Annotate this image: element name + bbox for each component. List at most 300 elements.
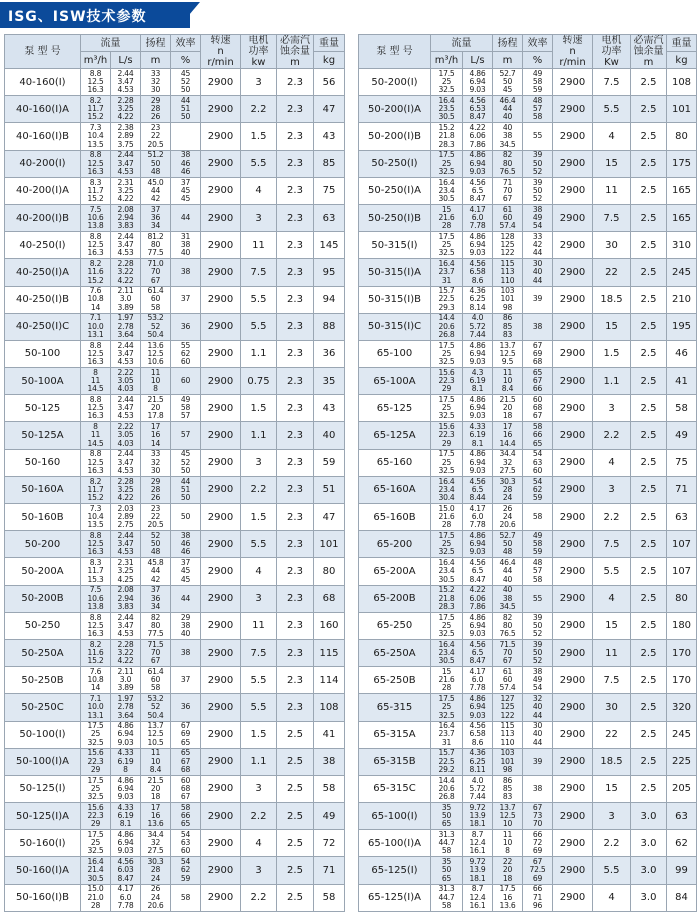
cell-model: 65-125 bbox=[359, 395, 431, 422]
cell-weight: 56 bbox=[314, 69, 345, 96]
cell-npsh: 2.5 bbox=[631, 340, 667, 367]
cell-model: 65-315B bbox=[359, 748, 431, 775]
cell-head: 61.4 60 58 bbox=[141, 286, 171, 313]
cell-efficiency: 67 69 68 bbox=[523, 340, 553, 367]
cell-weight: 101 bbox=[314, 531, 345, 558]
cell-speed: 2900 bbox=[553, 694, 593, 721]
cell-head: 11 10 8.4 bbox=[141, 748, 171, 775]
cell-power: 30 bbox=[593, 694, 631, 721]
table-row bbox=[5, 259, 345, 286]
cell-flow-m3h: 17.5 25 32.5 bbox=[431, 232, 463, 259]
cell-model: 65-160B bbox=[359, 504, 431, 531]
cell-efficiency: 54 63 60 bbox=[523, 449, 553, 476]
cell-flow-ls: 4.86 6.94 9.03 bbox=[111, 721, 141, 748]
table-row bbox=[5, 748, 345, 775]
cell-npsh: 2.3 bbox=[277, 259, 314, 286]
cell-efficiency: 66 71 96 bbox=[523, 884, 553, 911]
cell-speed: 2900 bbox=[201, 558, 241, 585]
header-power-label: 电机 功率 bbox=[601, 35, 622, 57]
cell-model: 40-160(I) bbox=[5, 69, 81, 96]
cell-power: 2.2 bbox=[241, 884, 277, 911]
table-row bbox=[359, 558, 697, 585]
table-row bbox=[359, 150, 697, 177]
table-row bbox=[359, 775, 697, 802]
header-speed bbox=[553, 35, 593, 69]
table-row bbox=[5, 884, 345, 911]
cell-efficiency: 49 58 59 bbox=[523, 69, 553, 96]
cell-speed: 2900 bbox=[553, 395, 593, 422]
cell-flow-m3h: 15.6 22.3 29 bbox=[431, 368, 463, 395]
cell-flow-ls: 2.11 3.0 3.89 bbox=[111, 286, 141, 313]
cell-head: 37 36 34 bbox=[141, 204, 171, 231]
header-flow-unit-m3h: m³/h bbox=[431, 52, 463, 69]
header-speed-label: 转速 bbox=[562, 35, 583, 46]
header-model: 泵 型 号 bbox=[5, 35, 81, 69]
cell-efficiency: 44 bbox=[171, 204, 201, 231]
cell-weight: 75 bbox=[667, 449, 697, 476]
header-power-label: 电机 功率 bbox=[248, 35, 269, 57]
cell-npsh: 2.5 bbox=[631, 558, 667, 585]
table-row bbox=[359, 204, 697, 231]
cell-flow-m3h: 16.4 23.4 30.4 bbox=[431, 476, 463, 503]
cell-model: 65-200B bbox=[359, 585, 431, 612]
spec-table-left-body bbox=[5, 69, 345, 912]
table-row bbox=[5, 232, 345, 259]
cell-power: 2.2 bbox=[593, 504, 631, 531]
table-row bbox=[359, 639, 697, 666]
cell-weight: 165 bbox=[667, 204, 697, 231]
cell-weight: 114 bbox=[314, 667, 345, 694]
cell-efficiency: 58 bbox=[171, 884, 201, 911]
cell-weight: 175 bbox=[667, 150, 697, 177]
cell-head: 40 38 34.5 bbox=[493, 585, 523, 612]
cell-flow-m3h: 31.3 44.7 58 bbox=[431, 830, 463, 857]
cell-weight: 68 bbox=[314, 585, 345, 612]
cell-head: 61 60 57.4 bbox=[493, 204, 523, 231]
cell-npsh: 2.5 bbox=[631, 313, 667, 340]
cell-power: 3 bbox=[593, 395, 631, 422]
cell-efficiency: 54 62 59 bbox=[171, 857, 201, 884]
cell-model: 65-100(I) bbox=[359, 803, 431, 830]
cell-speed: 2900 bbox=[201, 884, 241, 911]
cell-efficiency: 39 50 52 bbox=[523, 612, 553, 639]
cell-weight: 58 bbox=[314, 884, 345, 911]
cell-weight: 310 bbox=[667, 232, 697, 259]
cell-efficiency: 60 68 67 bbox=[523, 395, 553, 422]
cell-speed: 2900 bbox=[201, 340, 241, 367]
cell-power: 1.1 bbox=[241, 748, 277, 775]
cell-weight: 170 bbox=[667, 667, 697, 694]
cell-flow-m3h: 8.8 12.5 16.3 bbox=[81, 232, 111, 259]
header-flow: 流量 bbox=[431, 35, 493, 52]
cell-head: 52 50 48 bbox=[141, 531, 171, 558]
cell-efficiency: 55 bbox=[523, 585, 553, 612]
cell-model: 65-315A bbox=[359, 721, 431, 748]
cell-head: 86 85 83 bbox=[493, 775, 523, 802]
cell-head: 21.5 20 18 bbox=[141, 775, 171, 802]
table-row bbox=[359, 721, 697, 748]
cell-flow-ls: 2.44 3.47 4.53 bbox=[111, 232, 141, 259]
cell-npsh: 2.5 bbox=[631, 585, 667, 612]
table-row bbox=[359, 748, 697, 775]
cell-efficiency: 29 38 40 bbox=[171, 612, 201, 639]
cell-efficiency: 39 50 52 bbox=[523, 639, 553, 666]
cell-speed: 2900 bbox=[553, 775, 593, 802]
cell-flow-m3h: 8.2 11.6 15.2 bbox=[81, 259, 111, 286]
cell-model: 65-315C bbox=[359, 775, 431, 802]
cell-flow-ls: 2.22 3.05 4.03 bbox=[111, 422, 141, 449]
table-row bbox=[359, 531, 697, 558]
page-title: ISG、ISW技术参数 bbox=[8, 9, 147, 25]
cell-weight: 75 bbox=[314, 177, 345, 204]
cell-speed: 2900 bbox=[201, 857, 241, 884]
cell-flow-m3h: 15.2 21.8 28.3 bbox=[431, 585, 463, 612]
cell-flow-m3h: 14.4 20.6 26.8 bbox=[431, 775, 463, 802]
cell-flow-ls: 2.44 3.47 4.53 bbox=[111, 340, 141, 367]
cell-speed: 2900 bbox=[201, 232, 241, 259]
cell-speed: 2900 bbox=[201, 585, 241, 612]
cell-speed: 2900 bbox=[553, 721, 593, 748]
header-efficiency: 效率 bbox=[171, 35, 201, 52]
cell-efficiency: 37 45 45 bbox=[171, 177, 201, 204]
cell-head: 29 28 26 bbox=[141, 96, 171, 123]
cell-speed: 2900 bbox=[553, 504, 593, 531]
cell-speed: 2900 bbox=[201, 476, 241, 503]
cell-flow-m3h: 8.3 11.7 15.2 bbox=[81, 177, 111, 204]
cell-flow-m3h: 8.2 11.7 15.2 bbox=[81, 96, 111, 123]
header-npsh-unit: m bbox=[643, 57, 654, 68]
table-row bbox=[359, 422, 697, 449]
cell-speed: 2900 bbox=[201, 259, 241, 286]
cell-power: 4 bbox=[593, 123, 631, 150]
header-speed bbox=[201, 35, 241, 69]
cell-npsh: 2.3 bbox=[277, 639, 314, 666]
cell-speed: 2900 bbox=[201, 422, 241, 449]
cell-model: 50-100 bbox=[5, 340, 81, 367]
cell-head: 30.3 28 24 bbox=[141, 857, 171, 884]
cell-power: 4 bbox=[241, 558, 277, 585]
cell-flow-ls: 4.33 6.19 8 bbox=[111, 748, 141, 775]
cell-npsh: 2.3 bbox=[277, 585, 314, 612]
cell-power: 22 bbox=[593, 259, 631, 286]
cell-npsh: 2.5 bbox=[277, 721, 314, 748]
cell-head: 115 113 110 bbox=[493, 721, 523, 748]
cell-speed: 2900 bbox=[553, 286, 593, 313]
cell-speed: 2900 bbox=[553, 612, 593, 639]
table-row bbox=[359, 667, 697, 694]
table-row bbox=[5, 857, 345, 884]
cell-npsh: 2.5 bbox=[631, 748, 667, 775]
cell-efficiency: 38 46 46 bbox=[171, 150, 201, 177]
cell-flow-m3h: 17.5 25 32.5 bbox=[431, 694, 463, 721]
cell-flow-m3h: 8.8 12.5 16.3 bbox=[81, 69, 111, 96]
cell-head: 103 101 98 bbox=[493, 748, 523, 775]
cell-head: 26 24 20.6 bbox=[141, 884, 171, 911]
table-row bbox=[5, 639, 345, 666]
cell-npsh: 2.5 bbox=[631, 449, 667, 476]
cell-model: 40-250(I) bbox=[5, 232, 81, 259]
cell-weight: 85 bbox=[314, 150, 345, 177]
cell-weight: 80 bbox=[667, 585, 697, 612]
cell-flow-m3h: 8 11 14.5 bbox=[81, 422, 111, 449]
cell-efficiency: 37 bbox=[171, 667, 201, 694]
cell-efficiency: 38 bbox=[523, 313, 553, 340]
cell-power: 1.1 bbox=[593, 368, 631, 395]
header-npsh bbox=[631, 35, 667, 69]
cell-power: 3 bbox=[241, 585, 277, 612]
table-row bbox=[5, 558, 345, 585]
table-row bbox=[5, 96, 345, 123]
cell-speed: 2900 bbox=[201, 449, 241, 476]
cell-speed: 2900 bbox=[553, 830, 593, 857]
table-row bbox=[5, 721, 345, 748]
cell-power: 1.1 bbox=[241, 340, 277, 367]
table-row bbox=[5, 177, 345, 204]
cell-flow-ls: 4.56 6.03 8.47 bbox=[111, 857, 141, 884]
table-row bbox=[5, 476, 345, 503]
cell-flow-ls: 2.44 3.47 4.53 bbox=[111, 150, 141, 177]
cell-flow-ls: 2.44 3.47 4.53 bbox=[111, 531, 141, 558]
table-row bbox=[359, 395, 697, 422]
table-row bbox=[359, 177, 697, 204]
cell-model: 65-200A bbox=[359, 558, 431, 585]
cell-power: 18.5 bbox=[593, 286, 631, 313]
cell-model: 50-160(I)B bbox=[5, 884, 81, 911]
cell-efficiency: 60 68 67 bbox=[171, 775, 201, 802]
cell-efficiency: 44 51 50 bbox=[171, 96, 201, 123]
cell-efficiency: 58 66 65 bbox=[523, 422, 553, 449]
cell-model: 50-160(I) bbox=[5, 830, 81, 857]
cell-head: 61 60 57.4 bbox=[493, 667, 523, 694]
cell-flow-ls: 2.31 3.25 4.25 bbox=[111, 558, 141, 585]
header-power-unit: kw bbox=[251, 57, 266, 68]
table-row bbox=[5, 803, 345, 830]
cell-speed: 2900 bbox=[553, 123, 593, 150]
cell-head: 13.7 12.5 10.5 bbox=[141, 721, 171, 748]
cell-speed: 2900 bbox=[201, 286, 241, 313]
cell-model: 65-160A bbox=[359, 476, 431, 503]
cell-head: 71.5 70 67 bbox=[141, 639, 171, 666]
cell-speed: 2900 bbox=[201, 775, 241, 802]
table-row bbox=[359, 69, 697, 96]
cell-weight: 40 bbox=[314, 422, 345, 449]
cell-npsh: 2.3 bbox=[277, 340, 314, 367]
cell-power: 3 bbox=[241, 204, 277, 231]
cell-efficiency: 32 40 44 bbox=[523, 694, 553, 721]
cell-npsh: 3.0 bbox=[631, 884, 667, 911]
cell-head: 13.6 12.5 10.6 bbox=[141, 340, 171, 367]
cell-head: 34.4 32 27.5 bbox=[141, 830, 171, 857]
cell-power: 3 bbox=[593, 803, 631, 830]
cell-power: 3 bbox=[593, 476, 631, 503]
cell-model: 50-100A bbox=[5, 368, 81, 395]
cell-model: 40-200(I) bbox=[5, 150, 81, 177]
cell-flow-ls: 4.86 6.94 9.03 bbox=[463, 232, 493, 259]
cell-npsh: 2.5 bbox=[277, 830, 314, 857]
cell-power: 2.2 bbox=[241, 476, 277, 503]
cell-power: 5.5 bbox=[593, 857, 631, 884]
cell-weight: 63 bbox=[667, 504, 697, 531]
cell-efficiency: 54 62 59 bbox=[523, 476, 553, 503]
cell-head: 53.2 52 50.4 bbox=[141, 313, 171, 340]
cell-flow-ls: 2.44 3.47 4.53 bbox=[111, 449, 141, 476]
cell-weight: 41 bbox=[667, 368, 697, 395]
cell-power: 4 bbox=[593, 884, 631, 911]
cell-model: 50-250 bbox=[5, 612, 81, 639]
cell-speed: 2900 bbox=[553, 259, 593, 286]
cell-flow-ls: 4.56 6.5 8.44 bbox=[463, 476, 493, 503]
cell-speed: 2900 bbox=[201, 150, 241, 177]
cell-efficiency: 66 72 69 bbox=[523, 830, 553, 857]
cell-head: 11 10 8.4 bbox=[493, 368, 523, 395]
cell-weight: 58 bbox=[667, 395, 697, 422]
cell-power: 3 bbox=[241, 449, 277, 476]
cell-flow-ls: 4.36 6.25 8.11 bbox=[463, 748, 493, 775]
cell-npsh: 2.3 bbox=[277, 368, 314, 395]
cell-flow-m3h: 16.4 23.4 30.5 bbox=[431, 558, 463, 585]
cell-head: 13.7 12.5 9.5 bbox=[493, 340, 523, 367]
cell-speed: 2900 bbox=[553, 639, 593, 666]
cell-power: 0.75 bbox=[241, 368, 277, 395]
cell-flow-ls: 4.0 5.72 7.44 bbox=[463, 775, 493, 802]
cell-efficiency: 39 50 52 bbox=[523, 177, 553, 204]
cell-head: 21.5 20 17.8 bbox=[141, 395, 171, 422]
cell-head: 40 38 34.5 bbox=[493, 123, 523, 150]
cell-weight: 101 bbox=[667, 96, 697, 123]
cell-speed: 2900 bbox=[553, 150, 593, 177]
cell-speed: 2900 bbox=[553, 558, 593, 585]
cell-power: 5.5 bbox=[593, 558, 631, 585]
cell-flow-ls: 9.72 13.9 18.1 bbox=[463, 857, 493, 884]
cell-weight: 71 bbox=[667, 476, 697, 503]
cell-weight: 41 bbox=[314, 721, 345, 748]
cell-model: 40-160(I)B bbox=[5, 123, 81, 150]
cell-speed: 2900 bbox=[553, 449, 593, 476]
cell-head: 37 36 34 bbox=[141, 585, 171, 612]
cell-weight: 115 bbox=[314, 639, 345, 666]
cell-weight: 80 bbox=[667, 123, 697, 150]
cell-power: 11 bbox=[241, 612, 277, 639]
table-row bbox=[359, 830, 697, 857]
cell-flow-m3h: 15.0 21.0 28 bbox=[81, 884, 111, 911]
cell-head: 71.5 70 67 bbox=[493, 639, 523, 666]
cell-efficiency: 37 45 45 bbox=[171, 558, 201, 585]
cell-weight: 205 bbox=[667, 775, 697, 802]
table-row bbox=[5, 123, 345, 150]
table-row bbox=[5, 368, 345, 395]
cell-power: 1.5 bbox=[593, 340, 631, 367]
cell-weight: 58 bbox=[314, 775, 345, 802]
cell-flow-m3h: 17.5 25 32.5 bbox=[81, 721, 111, 748]
cell-efficiency: 31 38 40 bbox=[171, 232, 201, 259]
cell-npsh: 2.5 bbox=[277, 775, 314, 802]
cell-power: 3 bbox=[241, 775, 277, 802]
cell-flow-m3h: 15.2 21.8 28.3 bbox=[431, 123, 463, 150]
cell-flow-m3h: 14.4 20.6 26.8 bbox=[431, 313, 463, 340]
cell-weight: 107 bbox=[667, 531, 697, 558]
header-power bbox=[593, 35, 631, 69]
cell-npsh: 2.5 bbox=[631, 667, 667, 694]
cell-power: 15 bbox=[593, 612, 631, 639]
cell-flow-m3h: 8.2 11.7 15.2 bbox=[81, 476, 111, 503]
cell-flow-m3h: 16.4 21.4 30.5 bbox=[81, 857, 111, 884]
table-row bbox=[5, 612, 345, 639]
cell-flow-ls: 8.7 12.4 16.1 bbox=[463, 830, 493, 857]
table-row bbox=[5, 340, 345, 367]
cell-power: 7.5 bbox=[593, 204, 631, 231]
header-head: 扬程 bbox=[493, 35, 523, 52]
cell-efficiency: 38 bbox=[523, 775, 553, 802]
cell-model: 50-200 bbox=[5, 531, 81, 558]
cell-power: 11 bbox=[593, 639, 631, 666]
cell-speed: 2900 bbox=[201, 531, 241, 558]
table-row bbox=[359, 313, 697, 340]
cell-npsh: 2.3 bbox=[277, 422, 314, 449]
cell-flow-ls: 4.56 6.58 8.6 bbox=[463, 259, 493, 286]
cell-speed: 2900 bbox=[201, 748, 241, 775]
cell-flow-ls: 4.17 6.0 7.78 bbox=[463, 667, 493, 694]
cell-flow-m3h: 16.4 23.7 31 bbox=[431, 259, 463, 286]
cell-power: 5.5 bbox=[241, 531, 277, 558]
cell-npsh: 2.3 bbox=[277, 395, 314, 422]
header-speed-sub: n bbox=[217, 46, 224, 57]
cell-power: 5.5 bbox=[241, 313, 277, 340]
cell-flow-ls: 4.36 6.25 8.14 bbox=[463, 286, 493, 313]
cell-power: 1.5 bbox=[241, 123, 277, 150]
cell-npsh: 3.0 bbox=[631, 803, 667, 830]
cell-model: 50-200B bbox=[5, 585, 81, 612]
cell-npsh: 2.5 bbox=[277, 748, 314, 775]
cell-model: 50-315(I)C bbox=[359, 313, 431, 340]
cell-model: 50-250A bbox=[5, 639, 81, 666]
cell-model: 40-250(I)C bbox=[5, 313, 81, 340]
cell-model: 50-200(I) bbox=[359, 69, 431, 96]
cell-head: 13.7 12.5 10 bbox=[493, 803, 523, 830]
cell-flow-ls: 4.86 6.94 9.03 bbox=[463, 612, 493, 639]
cell-flow-m3h: 15.6 22.3 29 bbox=[81, 803, 111, 830]
cell-efficiency: 33 42 44 bbox=[523, 232, 553, 259]
cell-weight: 320 bbox=[667, 694, 697, 721]
cell-flow-m3h: 17.5 25 32.5 bbox=[431, 395, 463, 422]
cell-head: 71 70 67 bbox=[493, 177, 523, 204]
cell-weight: 35 bbox=[314, 368, 345, 395]
header-efficiency-unit: % bbox=[171, 52, 201, 69]
cell-efficiency: 49 58 57 bbox=[171, 395, 201, 422]
cell-npsh: 2.3 bbox=[277, 150, 314, 177]
cell-flow-m3h: 15.6 22.3 29 bbox=[431, 422, 463, 449]
cell-flow-ls: 4.17 6.0 7.78 bbox=[111, 884, 141, 911]
cell-weight: 225 bbox=[667, 748, 697, 775]
cell-npsh: 2.5 bbox=[631, 123, 667, 150]
cell-speed: 2900 bbox=[201, 639, 241, 666]
cell-power: 2.2 bbox=[241, 96, 277, 123]
cell-model: 50-160A bbox=[5, 476, 81, 503]
cell-head: 51.2 50 48 bbox=[141, 150, 171, 177]
table-row bbox=[359, 476, 697, 503]
cell-efficiency: 48 57 58 bbox=[523, 96, 553, 123]
table-row bbox=[5, 504, 345, 531]
cell-npsh: 2.5 bbox=[631, 775, 667, 802]
cell-efficiency: 39 bbox=[523, 286, 553, 313]
cell-speed: 2900 bbox=[553, 803, 593, 830]
table-row bbox=[5, 150, 345, 177]
cell-weight: 160 bbox=[314, 612, 345, 639]
cell-npsh: 2.5 bbox=[631, 694, 667, 721]
cell-head: 46.4 44 40 bbox=[493, 558, 523, 585]
cell-efficiency: 54 63 60 bbox=[171, 830, 201, 857]
cell-head: 17 16 14 bbox=[141, 422, 171, 449]
cell-speed: 2900 bbox=[553, 531, 593, 558]
